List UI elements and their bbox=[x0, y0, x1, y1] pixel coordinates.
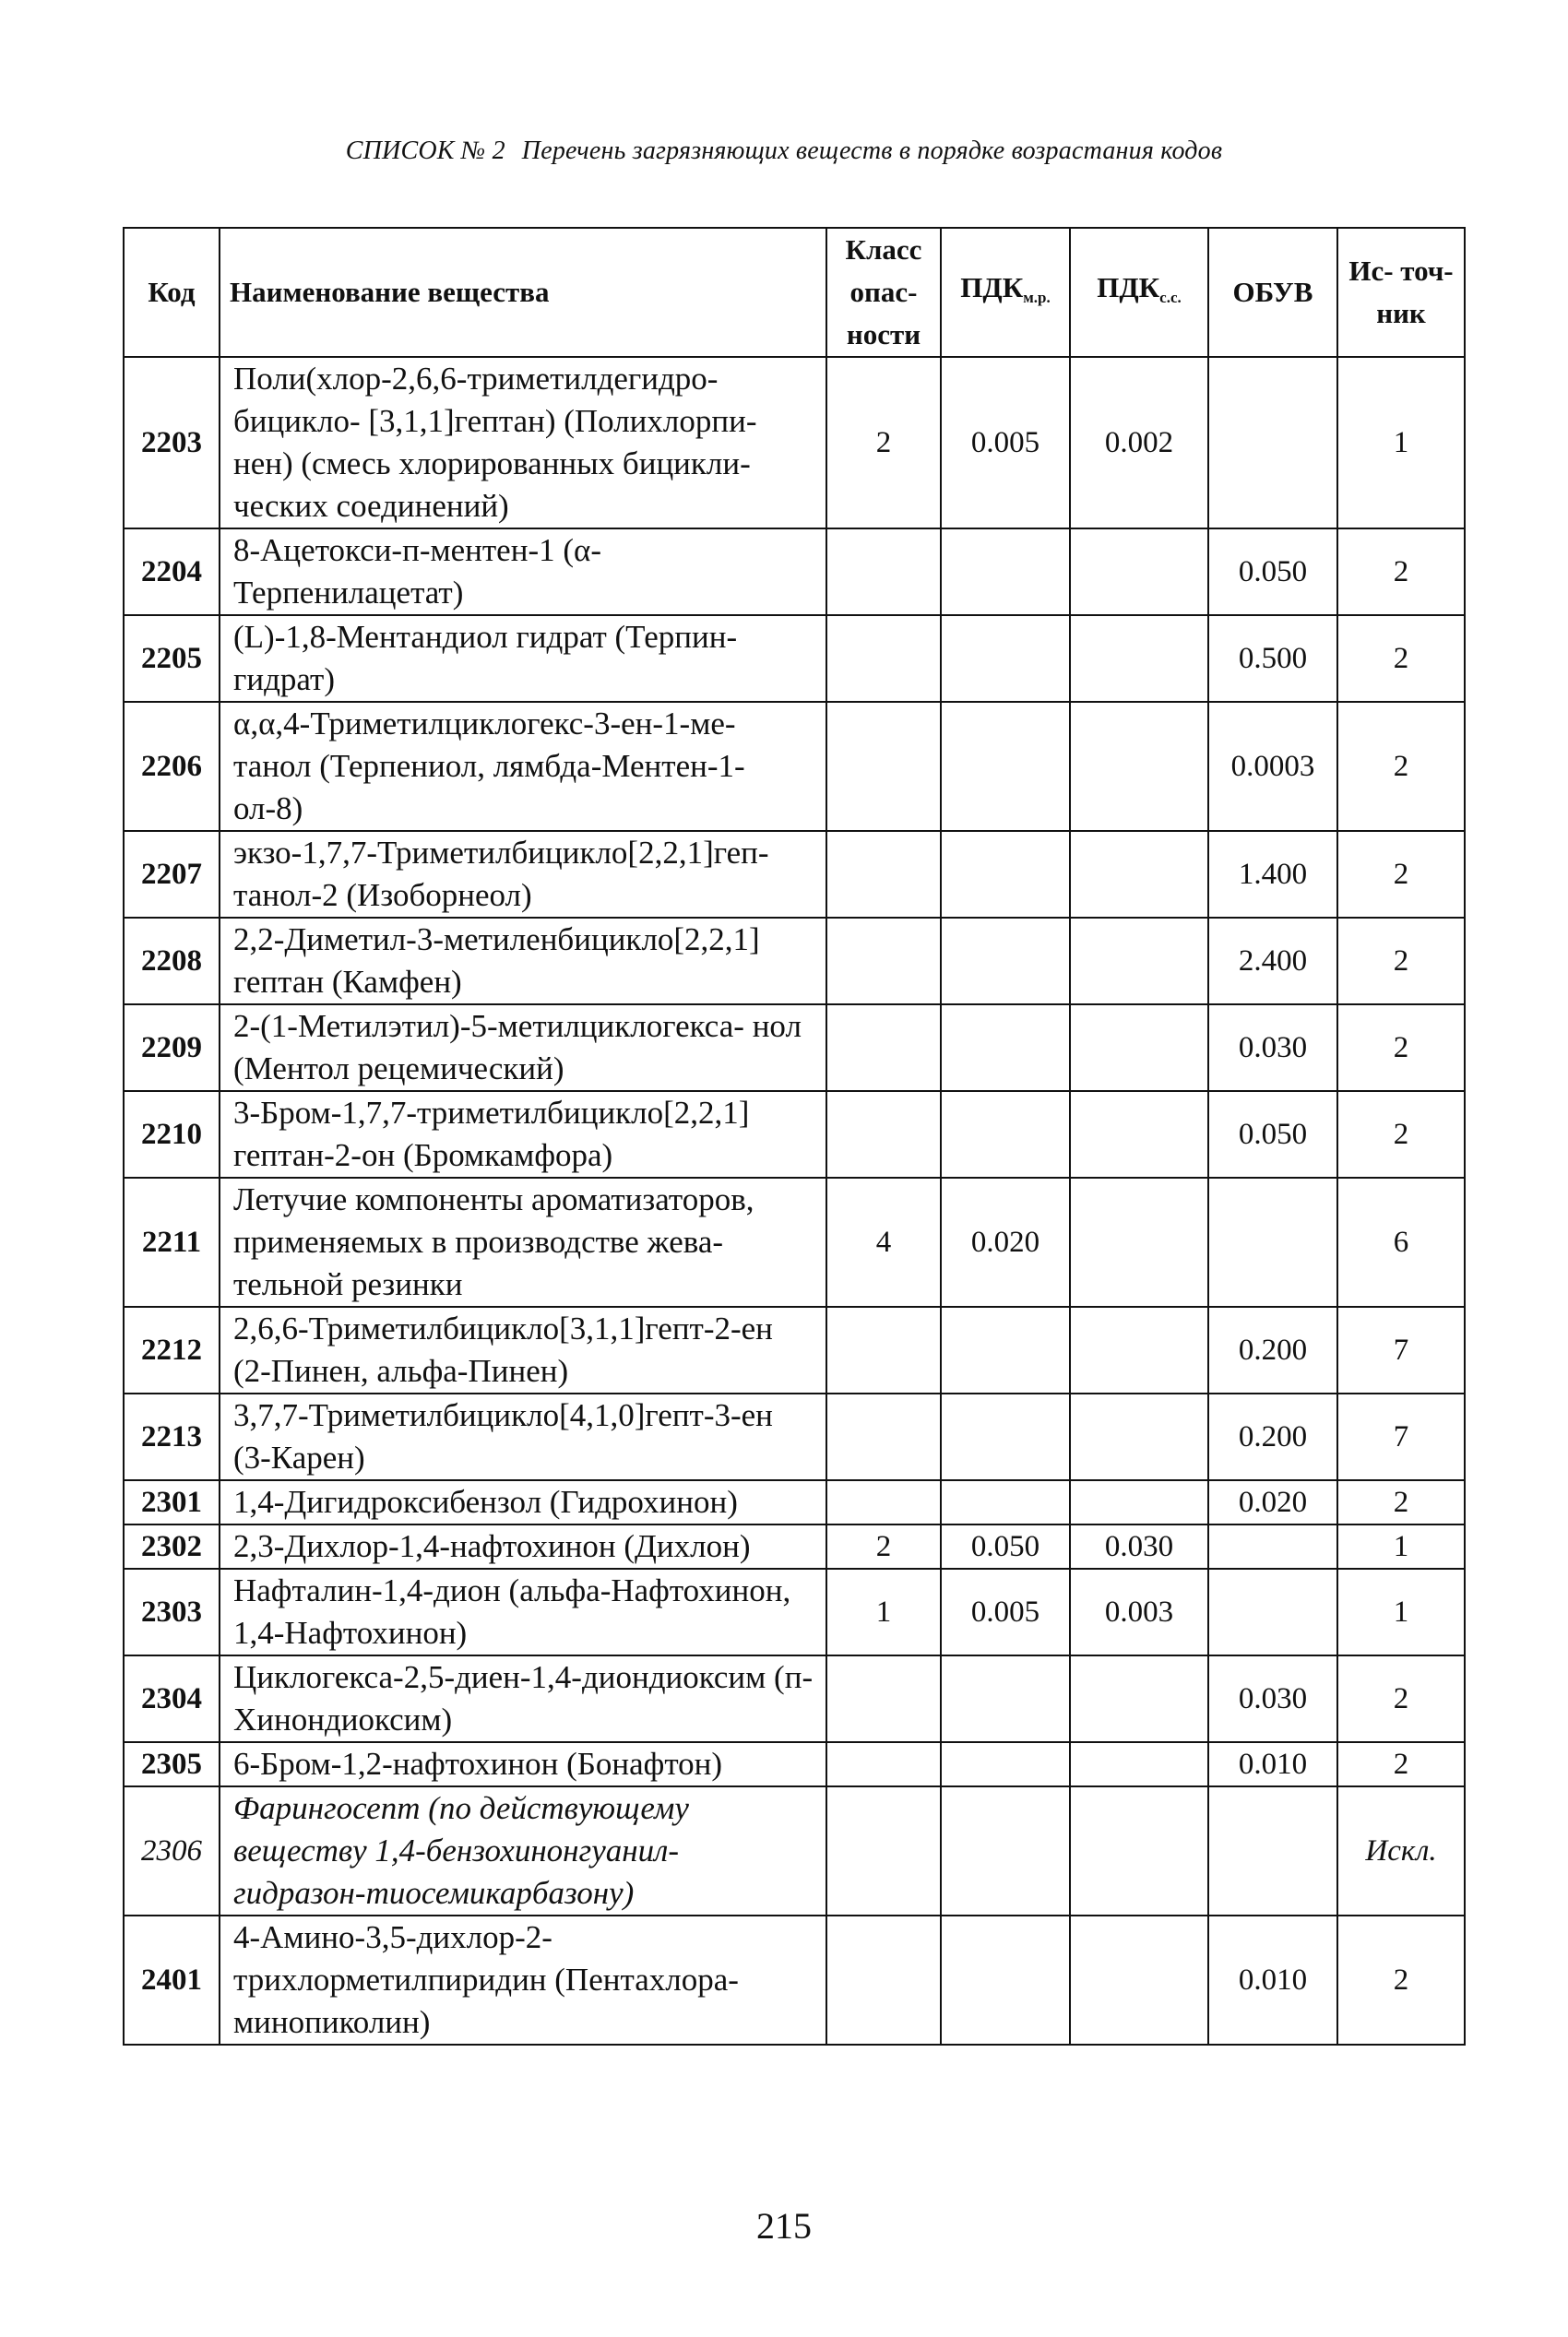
cell-source: 1 bbox=[1337, 1569, 1465, 1655]
cell-hazard-class bbox=[826, 1916, 941, 2045]
cell-obuv: 0.500 bbox=[1208, 615, 1337, 702]
list-label: СПИСОК № 2 bbox=[345, 136, 505, 165]
cell-obuv: 0.010 bbox=[1208, 1742, 1337, 1786]
cell-name: 2,3-Дихлор-1,4-нафтохинон (Дихлон) bbox=[220, 1524, 826, 1569]
cell-code: 2304 bbox=[124, 1655, 220, 1742]
page-number: 215 bbox=[756, 2205, 812, 2247]
cell-pdk-ss bbox=[1070, 831, 1208, 918]
cell-hazard-class bbox=[826, 1394, 941, 1480]
cell-hazard-class: 1 bbox=[826, 1569, 941, 1655]
cell-pdk-mr bbox=[941, 1742, 1070, 1786]
cell-pdk-mr bbox=[941, 528, 1070, 615]
cell-name: 4-Амино-3,5-дихлор-2- трихлорметилпиридин (Пентахлора- минопиколин) bbox=[220, 1916, 826, 2045]
cell-name: 3-Бром-1,7,7-триметилбицикло[2,2,1] гептан-2-он (Бромкамфора) bbox=[220, 1091, 826, 1178]
cell-pdk-mr bbox=[941, 1004, 1070, 1091]
cell-source: 7 bbox=[1337, 1307, 1465, 1394]
cell-name: 2-(1-Метилэтил)-5-метилциклогекса- нол (Ментол рецемический) bbox=[220, 1004, 826, 1091]
table-row bbox=[124, 615, 1465, 702]
cell-pdk-ss bbox=[1070, 1655, 1208, 1742]
table-row bbox=[124, 1091, 1465, 1178]
cell-name: 1,4-Дигидроксибензол (Гидрохинон) bbox=[220, 1480, 826, 1524]
cell-source: 2 bbox=[1337, 1004, 1465, 1091]
cell-name: 2,6,6-Триметилбицикло[3,1,1]гепт-2-ен (2-Пинен, альфа-Пинен) bbox=[220, 1307, 826, 1394]
cell-source: 6 bbox=[1337, 1178, 1465, 1307]
cell-hazard-class bbox=[826, 528, 941, 615]
cell-source: 2 bbox=[1337, 918, 1465, 1004]
cell-pdk-mr bbox=[941, 702, 1070, 831]
cell-obuv: 2.400 bbox=[1208, 918, 1337, 1004]
cell-source: 2 bbox=[1337, 702, 1465, 831]
cell-hazard-class bbox=[826, 1655, 941, 1742]
cell-code: 2203 bbox=[124, 357, 220, 528]
cell-pdk-mr bbox=[941, 1786, 1070, 1916]
cell-name: Фарингосепт (по действующему веществу 1,4-бензохинонгуанил- гидразон-тиосемикарбазону) bbox=[220, 1786, 826, 1916]
cell-name: 6-Бром-1,2-нафтохинон (Бонафтон) bbox=[220, 1742, 826, 1786]
cell-hazard-class bbox=[826, 1004, 941, 1091]
cell-name: 8-Ацетокси-п-ментен-1 (α-Терпенилацетат) bbox=[220, 528, 826, 615]
cell-obuv: 0.010 bbox=[1208, 1916, 1337, 2045]
cell-pdk-ss bbox=[1070, 1004, 1208, 1091]
cell-pdk-mr bbox=[941, 1916, 1070, 2045]
cell-pdk-mr bbox=[941, 1480, 1070, 1524]
cell-name: Нафталин-1,4-дион (альфа-Нафтохинон, 1,4-Нафтохинон) bbox=[220, 1569, 826, 1655]
cell-pdk-ss bbox=[1070, 1307, 1208, 1394]
cell-source: 2 bbox=[1337, 831, 1465, 918]
cell-pdk-ss bbox=[1070, 1786, 1208, 1916]
table-row bbox=[124, 1569, 1465, 1655]
cell-source: 2 bbox=[1337, 1916, 1465, 2045]
cell-hazard-class: 2 bbox=[826, 1524, 941, 1569]
cell-hazard-class: 2 bbox=[826, 357, 941, 528]
cell-source: 2 bbox=[1337, 615, 1465, 702]
pdk-mr-label: ПДК bbox=[960, 270, 1024, 303]
cell-obuv: 0.200 bbox=[1208, 1307, 1337, 1394]
cell-pdk-mr bbox=[941, 1394, 1070, 1480]
cell-pdk-ss bbox=[1070, 528, 1208, 615]
cell-hazard-class bbox=[826, 1091, 941, 1178]
cell-obuv bbox=[1208, 1569, 1337, 1655]
cell-code: 2211 bbox=[124, 1178, 220, 1307]
table-row bbox=[124, 831, 1465, 918]
cell-pdk-mr bbox=[941, 1655, 1070, 1742]
cell-obuv: 0.030 bbox=[1208, 1655, 1337, 1742]
cell-code: 2301 bbox=[124, 1480, 220, 1524]
table-row bbox=[124, 1394, 1465, 1480]
cell-pdk-ss bbox=[1070, 1916, 1208, 2045]
cell-pdk-ss: 0.003 bbox=[1070, 1569, 1208, 1655]
col-header-name: Наименование вещества bbox=[220, 228, 826, 357]
cell-source: Искл. bbox=[1337, 1786, 1465, 1916]
table-row bbox=[124, 357, 1465, 528]
cell-name: Поли(хлор-2,6,6-триметилдегидро- бицикло- [3,1,1]гептан) (Полихлорпи- нен) (смесь хлорированных бицикли- ческих соединений) bbox=[220, 357, 826, 528]
cell-pdk-mr: 0.020 bbox=[941, 1178, 1070, 1307]
cell-code: 2303 bbox=[124, 1569, 220, 1655]
cell-hazard-class bbox=[826, 1307, 941, 1394]
table-row bbox=[124, 1742, 1465, 1786]
cell-obuv: 0.0003 bbox=[1208, 702, 1337, 831]
cell-obuv: 0.030 bbox=[1208, 1004, 1337, 1091]
cell-name: экзо-1,7,7-Триметилбицикло[2,2,1]геп- танол-2 (Изоборнеол) bbox=[220, 831, 826, 918]
cell-name: 2,2-Диметил-3-метиленбицикло[2,2,1] гептан (Камфен) bbox=[220, 918, 826, 1004]
cell-pdk-mr bbox=[941, 615, 1070, 702]
cell-code: 2207 bbox=[124, 831, 220, 918]
cell-pdk-mr: 0.005 bbox=[941, 357, 1070, 528]
cell-source: 1 bbox=[1337, 1524, 1465, 1569]
cell-name: Летучие компоненты ароматизаторов, применяемых в производстве жева- тельной резинки bbox=[220, 1178, 826, 1307]
table-header-row bbox=[124, 228, 1465, 357]
cell-obuv bbox=[1208, 1786, 1337, 1916]
table-row-excluded bbox=[124, 1786, 1465, 1916]
cell-pdk-mr: 0.005 bbox=[941, 1569, 1070, 1655]
cell-obuv: 1.400 bbox=[1208, 831, 1337, 918]
cell-hazard-class bbox=[826, 1742, 941, 1786]
cell-code: 2213 bbox=[124, 1394, 220, 1480]
cell-obuv: 0.200 bbox=[1208, 1394, 1337, 1480]
cell-hazard-class bbox=[826, 1786, 941, 1916]
cell-source: 7 bbox=[1337, 1394, 1465, 1480]
cell-code: 2306 bbox=[124, 1786, 220, 1916]
cell-hazard-class bbox=[826, 1480, 941, 1524]
table-row bbox=[124, 1916, 1465, 2045]
cell-code: 2206 bbox=[124, 702, 220, 831]
table-row bbox=[124, 1524, 1465, 1569]
cell-pdk-ss bbox=[1070, 1091, 1208, 1178]
table-row bbox=[124, 528, 1465, 615]
cell-hazard-class bbox=[826, 615, 941, 702]
cell-pdk-ss bbox=[1070, 1394, 1208, 1480]
col-header-source: Ис- точ- ник bbox=[1337, 228, 1465, 357]
cell-pdk-ss: 0.030 bbox=[1070, 1524, 1208, 1569]
cell-code: 2209 bbox=[124, 1004, 220, 1091]
cell-code: 2204 bbox=[124, 528, 220, 615]
cell-source: 1 bbox=[1337, 357, 1465, 528]
cell-pdk-mr bbox=[941, 1091, 1070, 1178]
cell-pdk-mr bbox=[941, 1307, 1070, 1394]
cell-code: 2212 bbox=[124, 1307, 220, 1394]
cell-name: 3,7,7-Триметилбицикло[4,1,0]гепт-3-ен (3-Карен) bbox=[220, 1394, 826, 1480]
cell-source: 2 bbox=[1337, 1742, 1465, 1786]
cell-obuv: 0.050 bbox=[1208, 1091, 1337, 1178]
cell-code: 2205 bbox=[124, 615, 220, 702]
cell-pdk-mr bbox=[941, 918, 1070, 1004]
cell-code: 2305 bbox=[124, 1742, 220, 1786]
cell-pdk-mr bbox=[941, 831, 1070, 918]
cell-source: 2 bbox=[1337, 1480, 1465, 1524]
table-row bbox=[124, 702, 1465, 831]
cell-pdk-ss bbox=[1070, 1742, 1208, 1786]
cell-code: 2210 bbox=[124, 1091, 220, 1178]
cell-code: 2302 bbox=[124, 1524, 220, 1569]
cell-obuv bbox=[1208, 1178, 1337, 1307]
page-caption bbox=[0, 136, 1568, 166]
col-header-obuv: ОБУВ bbox=[1208, 228, 1337, 357]
cell-source: 2 bbox=[1337, 528, 1465, 615]
cell-code: 2208 bbox=[124, 918, 220, 1004]
cell-obuv bbox=[1208, 357, 1337, 528]
list-title: Перечень загрязняющих веществ в порядке возрастания кодов bbox=[521, 136, 1223, 165]
cell-pdk-ss bbox=[1070, 1480, 1208, 1524]
table-row bbox=[124, 1004, 1465, 1091]
pdk-mr-sub: м.р. bbox=[1023, 288, 1051, 306]
cell-pdk-ss bbox=[1070, 615, 1208, 702]
cell-hazard-class bbox=[826, 918, 941, 1004]
cell-obuv: 0.020 bbox=[1208, 1480, 1337, 1524]
substances-table bbox=[123, 227, 1466, 2046]
col-header-code: Код bbox=[124, 228, 220, 357]
table-row bbox=[124, 1655, 1465, 1742]
cell-source: 2 bbox=[1337, 1655, 1465, 1742]
cell-name: α,α,4-Триметилциклогекс-3-ен-1-ме- танол (Терпениол, лямбда-Ментен-1- ол-8) bbox=[220, 702, 826, 831]
cell-name: Циклогекса-2,5-диен-1,4-диондиоксим (п-Хинондиоксим) bbox=[220, 1655, 826, 1742]
cell-hazard-class: 4 bbox=[826, 1178, 941, 1307]
pdk-ss-sub: с.с. bbox=[1159, 288, 1182, 306]
cell-pdk-ss bbox=[1070, 918, 1208, 1004]
cell-obuv: 0.050 bbox=[1208, 528, 1337, 615]
cell-obuv bbox=[1208, 1524, 1337, 1569]
cell-code: 2401 bbox=[124, 1916, 220, 2045]
cell-source: 2 bbox=[1337, 1091, 1465, 1178]
table-row bbox=[124, 1178, 1465, 1307]
pdk-ss-label: ПДК bbox=[1097, 270, 1160, 303]
cell-pdk-mr: 0.050 bbox=[941, 1524, 1070, 1569]
col-header-pdk-mr bbox=[941, 228, 1070, 357]
table-row bbox=[124, 918, 1465, 1004]
col-header-pdk-ss bbox=[1070, 228, 1208, 357]
table-row bbox=[124, 1480, 1465, 1524]
cell-hazard-class bbox=[826, 831, 941, 918]
cell-hazard-class bbox=[826, 702, 941, 831]
cell-name: (L)-1,8-Ментандиол гидрат (Терпин- гидрат) bbox=[220, 615, 826, 702]
col-header-hazard-class: Класс опас- ности bbox=[826, 228, 941, 357]
cell-pdk-ss bbox=[1070, 702, 1208, 831]
cell-pdk-ss bbox=[1070, 1178, 1208, 1307]
table-row bbox=[124, 1307, 1465, 1394]
cell-pdk-ss: 0.002 bbox=[1070, 357, 1208, 528]
